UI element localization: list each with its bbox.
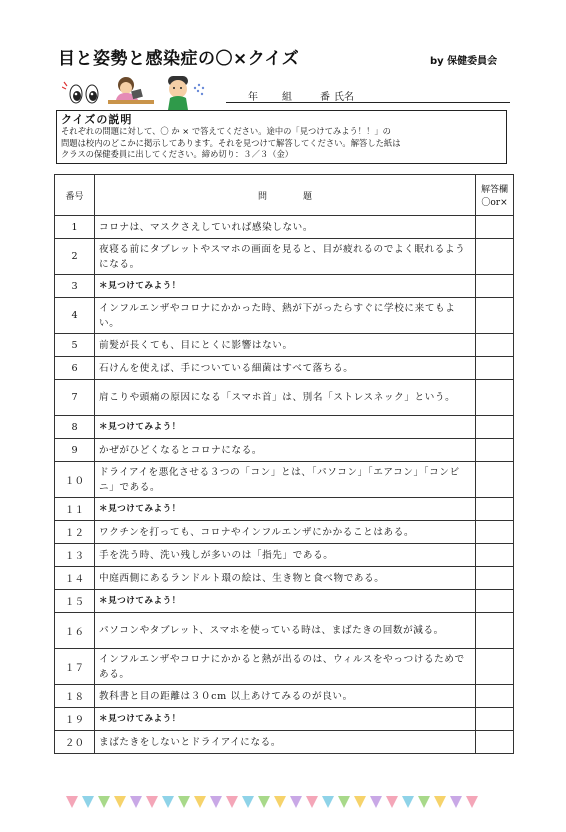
question-number: １９: [55, 708, 95, 731]
header-answer: [476, 175, 514, 216]
answer-cell[interactable]: [476, 685, 514, 708]
byline: by 保健委員会: [430, 56, 498, 67]
bunting-flag: [98, 796, 110, 808]
question-text: 教科書と目の距離は３０cm 以上あけてみるのが良い。: [95, 685, 476, 708]
question-number: １８: [55, 685, 95, 708]
table-row: [55, 544, 514, 567]
question-number: １５: [55, 590, 95, 613]
question-number: 8: [55, 416, 95, 439]
bunting-flag: [130, 796, 142, 808]
answer-cell[interactable]: [476, 649, 514, 685]
table-row: [55, 298, 514, 334]
question-number: １６: [55, 613, 95, 649]
table-row: [55, 613, 514, 649]
question-number: 7: [55, 380, 95, 416]
answer-cell[interactable]: [476, 567, 514, 590]
table-row: [55, 649, 514, 685]
eyes-icon: [62, 82, 98, 103]
explanation-line: 問題は校内のどこかに掲示してあります。それを見つけて解答してください。解答した紙は: [61, 137, 401, 148]
question-number: 6: [55, 357, 95, 380]
question-number: 5: [55, 334, 95, 357]
question-number: １７: [55, 649, 95, 685]
table-row: [55, 357, 514, 380]
question-text: インフルエンザやコロナにかかると熱が出るのは、ウィルスをやっつけるためである。: [95, 649, 476, 685]
answer-cell[interactable]: [476, 416, 514, 439]
bunting-flag: [146, 796, 158, 808]
number-label: 番: [320, 92, 330, 103]
bunting-flag: [194, 796, 206, 808]
illustration: [62, 74, 212, 110]
find-it-prompt: ＊見つけてみよう！: [95, 498, 476, 521]
bunting-flag: [370, 796, 382, 808]
question-number: 4: [55, 298, 95, 334]
table-row: [55, 498, 514, 521]
answer-cell[interactable]: [476, 544, 514, 567]
bunting-flag: [82, 796, 94, 808]
answer-cell[interactable]: [476, 731, 514, 754]
question-text: 中庭西側にあるランドルト環の絵は、生き物と食べ物である。: [95, 567, 476, 590]
table-row: [55, 239, 514, 275]
question-text: まばたきをしないとドライアイになる。: [95, 731, 476, 754]
page-title: 目と姿勢と感染症の〇×クイズ: [58, 49, 300, 69]
class-label: 組: [282, 92, 292, 103]
bunting-flag: [306, 796, 318, 808]
bunting-flag: [210, 796, 222, 808]
table-row: [55, 216, 514, 239]
table-row: [55, 334, 514, 357]
question-text: 夜寝る前にタブレットやスマホの画面を見ると、目が疲れるのでよく眠れるようになる。: [95, 239, 476, 275]
bunting-flag: [66, 796, 78, 808]
question-number: 9: [55, 439, 95, 462]
table-row: [55, 416, 514, 439]
table-row: [55, 567, 514, 590]
question-text: インフルエンザやコロナにかかった時、熱が下がったらすぐに学校に来てもよい。: [95, 298, 476, 334]
table-row: [55, 275, 514, 298]
question-number: １３: [55, 544, 95, 567]
header-answer-line1: 解答欄: [480, 185, 508, 195]
bunting-flag: [322, 796, 334, 808]
question-text: 肩こりや頭痛の原因になる「スマホ首」は、別名「ストレスネック」という。: [95, 380, 476, 416]
bunting-flag: [226, 796, 238, 808]
bunting-flag: [434, 796, 446, 808]
question-number: １０: [55, 462, 95, 498]
answer-cell[interactable]: [476, 334, 514, 357]
find-it-prompt: ＊見つけてみよう！: [95, 416, 476, 439]
answer-cell[interactable]: [476, 439, 514, 462]
name-label: 氏名: [334, 92, 354, 103]
table-row: [55, 590, 514, 613]
bunting-flag: [402, 796, 414, 808]
class-name-line[interactable]: [226, 88, 510, 103]
question-number: １２: [55, 521, 95, 544]
question-text: ワクチンを打っても、コロナやインフルエンザにかかることはある。: [95, 521, 476, 544]
explanation-line: クラスの保健委員に出してください。締め切り：３／３（金）: [61, 149, 294, 159]
table-row: [55, 380, 514, 416]
question-number: １１: [55, 498, 95, 521]
header-answer-line2: 〇or×: [481, 198, 508, 208]
question-text: 前髪が長くても、目にとくに影響はない。: [95, 334, 476, 357]
explanation-box: [56, 110, 507, 164]
table-header-row: [55, 175, 514, 216]
bunting-flag: [338, 796, 350, 808]
bunting-decoration: [66, 796, 482, 810]
answer-cell[interactable]: [476, 613, 514, 649]
grade-label: 年: [248, 92, 258, 103]
answer-cell[interactable]: [476, 521, 514, 544]
question-text: 石けんを使えば、手についている細菌はすべて落ちる。: [95, 357, 476, 380]
question-text: かぜがひどくなるとコロナになる。: [95, 439, 476, 462]
quiz-body: [55, 216, 514, 754]
question-number: １４: [55, 567, 95, 590]
bunting-flag: [162, 796, 174, 808]
bunting-flag: [274, 796, 286, 808]
question-text: 手を洗う時、洗い残しが多いのは「指先」である。: [95, 544, 476, 567]
bunting-flag: [418, 796, 430, 808]
question-text: コロナは、マスクさえしていれば感染しない。: [95, 216, 476, 239]
find-it-prompt: ＊見つけてみよう！: [95, 275, 476, 298]
question-number: 3: [55, 275, 95, 298]
bunting-flag: [290, 796, 302, 808]
answer-cell[interactable]: [476, 380, 514, 416]
answer-cell[interactable]: [476, 498, 514, 521]
explanation-line: それぞれの問題に対して、〇 か × で答えてください。途中の「見つけてみよう！！」の: [61, 126, 391, 136]
answer-cell[interactable]: [476, 590, 514, 613]
question-number: 2: [55, 239, 95, 275]
answer-cell[interactable]: [476, 462, 514, 498]
header-question: 問 題: [95, 175, 476, 216]
table-row: [55, 521, 514, 544]
table-row: [55, 462, 514, 498]
table-row: [55, 731, 514, 754]
question-text: ドライアイを悪化させる３つの「コン」とは、「パソコン」「エアコン」「コンビニ」である。: [95, 462, 476, 498]
bunting-flag: [386, 796, 398, 808]
student-with-tablet-icon: [108, 77, 154, 104]
quiz-table: [54, 174, 514, 754]
answer-cell[interactable]: [476, 216, 514, 239]
header-number: 番号: [55, 175, 95, 216]
table-row: [55, 685, 514, 708]
answer-cell[interactable]: [476, 275, 514, 298]
bunting-flag: [258, 796, 270, 808]
bunting-flag: [114, 796, 126, 808]
find-it-prompt: ＊見つけてみよう！: [95, 708, 476, 731]
explanation-heading: クイズの説明: [61, 113, 133, 126]
find-it-prompt: ＊見つけてみよう！: [95, 590, 476, 613]
answer-cell[interactable]: [476, 239, 514, 275]
question-number: ２０: [55, 731, 95, 754]
answer-cell[interactable]: [476, 357, 514, 380]
bunting-flag: [178, 796, 190, 808]
coughing-boy-icon: [168, 76, 204, 110]
bunting-flag: [242, 796, 254, 808]
bunting-flag: [466, 796, 478, 808]
question-number: 1: [55, 216, 95, 239]
question-text: パソコンやタブレット、スマホを使っている時は、まばたきの回数が減る。: [95, 613, 476, 649]
table-row: [55, 439, 514, 462]
table-row: [55, 708, 514, 731]
bunting-flag: [354, 796, 366, 808]
bunting-flag: [450, 796, 462, 808]
answer-cell[interactable]: [476, 708, 514, 731]
answer-cell[interactable]: [476, 298, 514, 334]
